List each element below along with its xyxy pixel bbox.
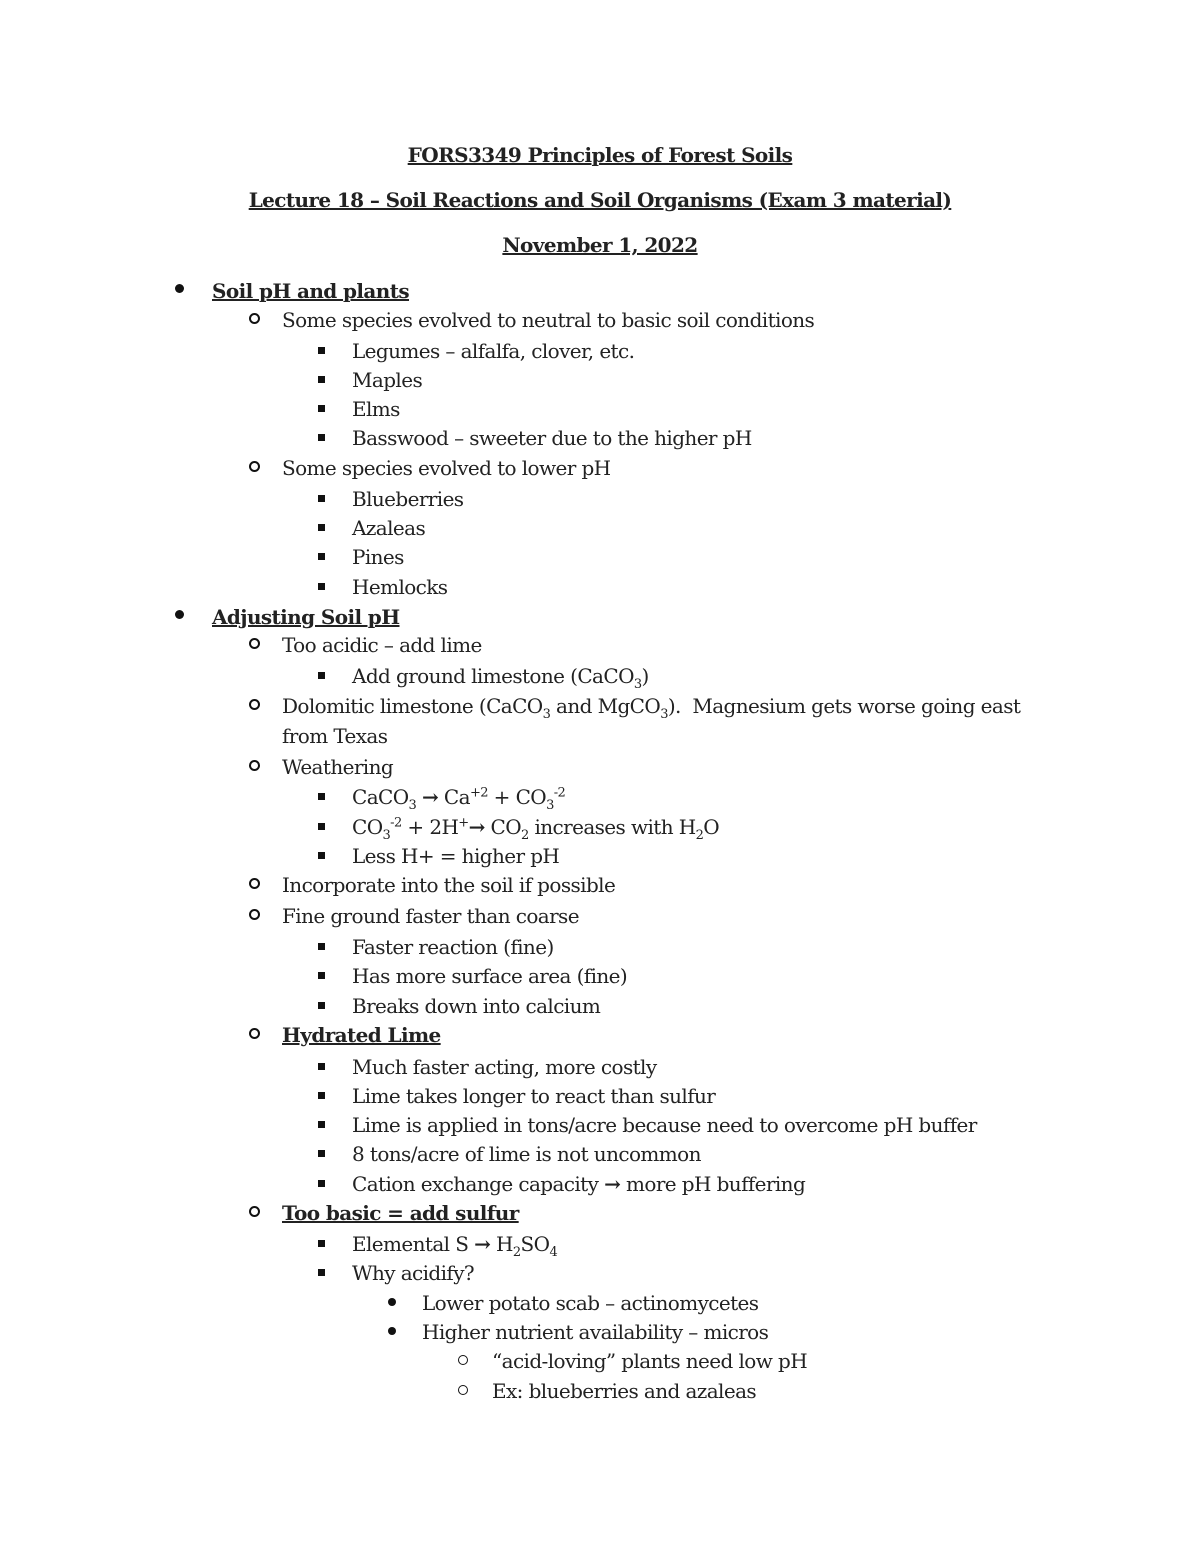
bullet-square <box>318 543 325 569</box>
bullet-square <box>318 1111 325 1137</box>
arrow-icon: → <box>468 815 485 839</box>
list-item: Elms <box>352 397 400 421</box>
arrow-icon: → <box>604 1172 621 1196</box>
bullet-hollow-circle <box>458 1378 468 1404</box>
bullet-circle <box>249 632 260 658</box>
list-item: Too acidic – add lime <box>282 633 482 657</box>
bullet-disc <box>388 1289 396 1315</box>
list-item: Cation exchange capacity → more pH buffering <box>352 1172 806 1196</box>
bullet-circle <box>249 307 260 333</box>
list-item-continuation: from Texas <box>282 724 388 748</box>
list-item: Azaleas <box>352 516 426 540</box>
list-item: Maples <box>352 368 423 392</box>
list-item: Faster reaction (fine) <box>352 935 554 959</box>
list-item: Lower potato scab – actinomycetes <box>422 1291 759 1315</box>
bullet-square <box>318 1259 325 1285</box>
list-item: Higher nutrient availability – micros <box>422 1320 769 1344</box>
list-item: Some species evolved to neutral to basic soil conditions <box>282 308 815 332</box>
formula-item: Elemental $S \to H_2SO_4$ <box>352 1232 558 1260</box>
bullet-square <box>318 514 325 540</box>
bullet-circle <box>249 754 260 780</box>
list-item: Hemlocks <box>352 575 448 599</box>
list-item: Weathering <box>282 755 394 779</box>
list-item: Basswood – sweeter due to the higher pH <box>352 426 752 450</box>
bullet-circle <box>249 1200 260 1226</box>
bullet-disc <box>388 1318 396 1344</box>
section-heading: Soil pH and plants <box>212 279 410 303</box>
bullet-square <box>318 366 325 392</box>
formula-item: $CO_3^{-2} + 2H^+\to CO_2$ increases with $H_2O$ <box>352 815 720 843</box>
list-item: Lime is applied in tons/acre because need to overcome pH buffer <box>352 1113 977 1137</box>
section-heading: Adjusting Soil pH <box>212 605 400 629</box>
bullet-square <box>318 783 325 809</box>
list-item: Much faster acting, more costly <box>352 1055 657 1079</box>
bullet-square <box>318 1230 325 1256</box>
subsection-heading: Hydrated Lime <box>282 1023 441 1047</box>
bullet-square <box>318 485 325 511</box>
bullet-circle <box>249 693 260 719</box>
bullet-hollow-circle <box>458 1348 468 1374</box>
list-item: Some species evolved to lower pH <box>282 456 611 480</box>
bullet-square <box>318 573 325 599</box>
arrow-icon: → <box>421 785 439 809</box>
subsection-heading: Too basic = add sulfur <box>282 1201 519 1225</box>
bullet-square <box>318 395 325 421</box>
list-item: Breaks down into calcium <box>352 994 601 1018</box>
list-item: Less H+ = higher pH <box>352 844 560 868</box>
list-item: Pines <box>352 545 404 569</box>
bullet-disc <box>175 602 184 628</box>
list-item: Fine ground faster than coarse <box>282 904 579 928</box>
bullet-square <box>318 1082 325 1108</box>
list-item: Why acidify? <box>352 1261 475 1285</box>
bullet-square <box>318 933 325 959</box>
list-item: Lime takes longer to react than sulfur <box>352 1084 716 1108</box>
bullet-circle <box>249 455 260 481</box>
bullet-square <box>318 337 325 363</box>
list-item: Blueberries <box>352 487 464 511</box>
bullet-circle <box>249 872 260 898</box>
bullet-disc <box>175 276 184 302</box>
list-item: Has more surface area (fine) <box>352 964 628 988</box>
formula-item: CaCO$_3$ → $Ca^{+2} + CO_3^{-2}$ <box>352 785 566 813</box>
bullet-square <box>318 662 325 688</box>
document-title: FORS3349 Principles of Forest Soils <box>407 143 793 167</box>
list-item: Dolomitic limestone (CaCO$_3$ and MgCO$_3$). Magnesium gets worse going east <box>282 694 1021 722</box>
arrow-icon: → <box>474 1232 491 1256</box>
bullet-circle <box>249 903 260 929</box>
bullet-square <box>318 1053 325 1079</box>
bullet-square <box>318 962 325 988</box>
bullet-circle <box>249 1022 260 1048</box>
list-item: Add ground limestone (CaCO$_3$) <box>352 664 649 692</box>
bullet-square <box>318 842 325 868</box>
bullet-square <box>318 424 325 450</box>
bullet-square <box>318 992 325 1018</box>
bullet-square <box>318 1170 325 1196</box>
list-item: Legumes – alfalfa, clover, etc. <box>352 339 635 363</box>
list-item: Incorporate into the soil if possible <box>282 873 616 897</box>
list-item: Ex: blueberries and azaleas <box>492 1379 757 1403</box>
lecture-title: Lecture 18 – Soil Reactions and Soil Organisms (Exam 3 material) <box>248 188 952 212</box>
bullet-square <box>318 1140 325 1166</box>
list-item: 8 tons/acre of lime is not uncommon <box>352 1142 701 1166</box>
list-item: “acid-loving” plants need low pH <box>492 1349 808 1373</box>
bullet-square <box>318 813 325 839</box>
lecture-date: November 1, 2022 <box>502 233 698 257</box>
